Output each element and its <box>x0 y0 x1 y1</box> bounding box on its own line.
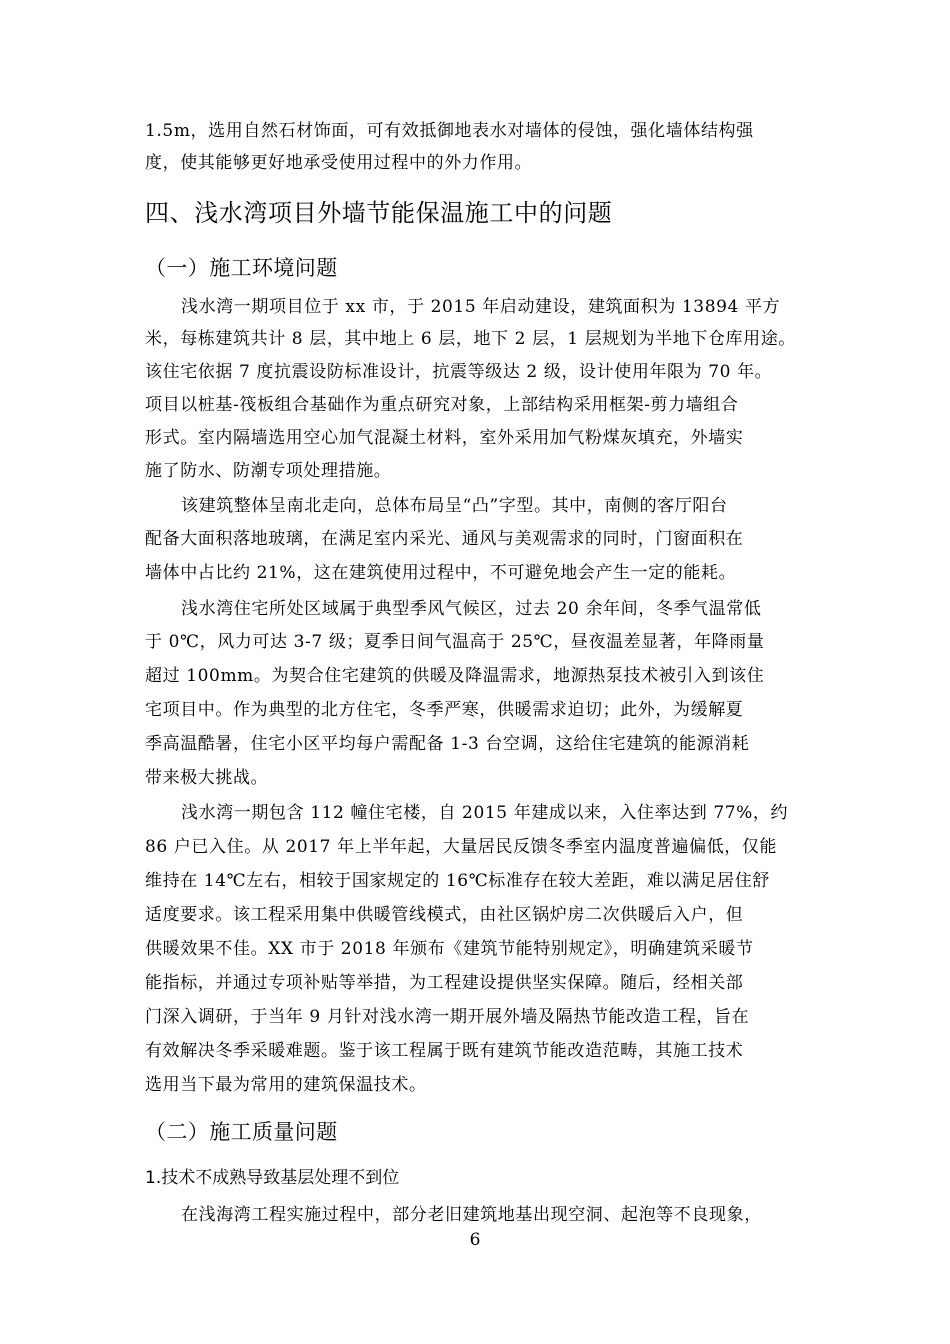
paragraph-line: 该建筑整体呈南北走向，总体布局呈“凸”字型。其中，南侧的客厅阳台 <box>181 496 728 516</box>
paragraph-line: 米，每栋建筑共计 8 层，其中地上 6 层，地下 2 层，1 层规划为半地下仓库用途。 <box>145 329 796 349</box>
paragraph-line: 浅水湾一期包含 112 幢住宅楼，自 2015 年建成以来，入住率达到 77%，约 <box>181 803 789 823</box>
page-number: 6 <box>469 1230 481 1250</box>
intro-line: 1.5m，选用自然石材饰面，可有效抵御地表水对墙体的侵蚀，强化墙体结构强 <box>145 121 754 141</box>
paragraph-line: 适度要求。该工程采用集中供暖管线模式，由社区锅炉房二次供暖后入户，但 <box>145 905 744 925</box>
paragraph-line: 门深入调研，于当年 9 月针对浅水湾一期开展外墙及隔热节能改造工程，旨在 <box>145 1007 750 1027</box>
paragraph-line: 86 户已入住。从 2017 年上半年起，大量居民反馈冬季室内温度普遍偏低，仅能 <box>145 837 778 857</box>
paragraph-line: 项目以桩基-筏板组合基础作为重点研究对象，上部结构采用框架-剪力墙组合 <box>145 395 739 415</box>
paragraph-line: 浅水湾一期项目位于 xx 市，于 2015 年启动建设，建筑面积为 13894 平方 <box>181 297 781 317</box>
intro-line: 度，使其能够更好地承受使用过程中的外力作用。 <box>145 153 533 173</box>
paragraph-line: 季高温酷暑，住宅小区平均每户需配备 1-3 台空调，这给住宅建筑的能源消耗 <box>145 734 750 754</box>
paragraph-line: 能指标，并通过专项补贴等举措，为工程建设提供坚实保障。随后，经相关部 <box>145 973 744 993</box>
paragraph-line: 宅项目中。作为典型的北方住宅，冬季严寒，供暖需求迫切；此外，为缓解夏 <box>145 700 744 720</box>
paragraph-line: 形式。室内隔墙选用空心加气混凝土材料，室外采用加气粉煤灰填充，外墙实 <box>145 428 744 448</box>
paragraph-line: 在浅海湾工程实施过程中，部分老旧建筑地基出现空洞、起泡等不良现象， <box>181 1205 762 1225</box>
paragraph-line: 维持在 14℃左右，相较于国家规定的 16℃标准存在较大差距，难以满足居住舒 <box>145 871 770 891</box>
paragraph-line: 墙体中占比约 21%，这在建筑使用过程中，不可避免地会产生一定的能耗。 <box>145 563 737 583</box>
paragraph-line: 选用当下最为常用的建筑保温技术。 <box>145 1075 427 1095</box>
paragraph-line: 浅水湾住宅所处区域属于典型季风气候区，过去 20 余年间，冬季气温常低 <box>181 599 762 619</box>
paragraph-line: 带来极大挑战。 <box>145 768 269 788</box>
subsection-heading-quality: （二）施工质量问题 <box>145 1120 338 1144</box>
paragraph-line: 于 0℃，风力可达 3-7 级；夏季日间气温高于 25℃，昼夜温差显著，年降雨量 <box>145 632 765 652</box>
paragraph-line: 施了防水、防潮专项处理措施。 <box>145 461 392 481</box>
paragraph-line: 有效解决冬季采暖难题。鉴于该工程属于既有建筑节能改造范畴，其施工技术 <box>145 1041 744 1061</box>
subsection-heading-environment: （一）施工环境问题 <box>145 256 338 280</box>
section-heading: 四、浅水湾项目外墙节能保温施工中的问题 <box>145 199 613 227</box>
paragraph-line: 供暖效果不佳。XX 市于 2018 年颁布《建筑节能特别规定》，明确建筑采暖节 <box>145 939 754 959</box>
item-heading: 1.技术不成熟导致基层处理不到位 <box>145 1168 400 1188</box>
paragraph-line: 该住宅依据 7 度抗震设防标准设计，抗震等级达 2 级，设计使用年限为 70 年。 <box>145 362 773 382</box>
paragraph-line: 配备大面积落地玻璃，在满足室内采光、通风与美观需求的同时，门窗面积在 <box>145 529 744 549</box>
paragraph-line: 超过 100mm。为契合住宅建筑的供暖及降温需求，地源热泵技术被引入到该住 <box>145 666 765 686</box>
